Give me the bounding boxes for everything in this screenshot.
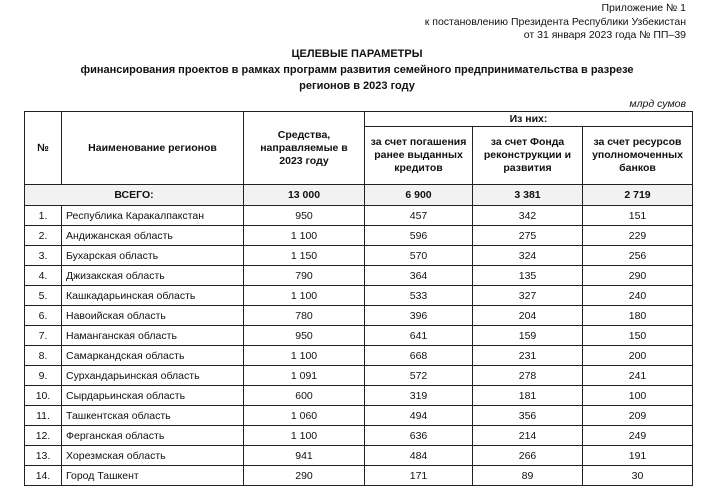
total-repay: 6 900 [365, 185, 473, 206]
row-funds: 950 [244, 326, 365, 346]
header-num: № [25, 112, 62, 185]
row-funds: 600 [244, 386, 365, 406]
table-row [25, 426, 693, 446]
table-row [25, 346, 693, 366]
row-repay: 364 [365, 266, 473, 286]
row-repay: 494 [365, 406, 473, 426]
header-banks: за счет ресурсов уполномоченных банков [583, 127, 693, 185]
table-row [25, 466, 693, 486]
row-funds: 1 100 [244, 286, 365, 306]
appendix-line-3: от 31 января 2023 года № ПП–39 [523, 29, 686, 42]
row-funds: 290 [244, 466, 365, 486]
row-funds: 780 [244, 306, 365, 326]
row-banks: 290 [583, 266, 693, 286]
total-funds: 13 000 [244, 185, 365, 206]
table-row [25, 206, 693, 226]
header-group: Из них: [365, 112, 693, 127]
row-region: Навоийская область [62, 306, 244, 326]
row-num: 7. [25, 326, 62, 346]
row-region: Сурхандарьинская область [62, 366, 244, 386]
table-row [25, 406, 693, 426]
row-region: Город Ташкент [62, 466, 244, 486]
row-num: 12. [25, 426, 62, 446]
table-row [25, 386, 693, 406]
document-subtitle-line-1: финансирования проектов в рамках программ развития семейного предпринимательства в разрезе [80, 64, 634, 76]
row-repay: 570 [365, 246, 473, 266]
row-funds: 950 [244, 206, 365, 226]
row-funds: 1 100 [244, 426, 365, 446]
row-fund: 327 [473, 286, 583, 306]
row-num: 8. [25, 346, 62, 366]
total-label: ВСЕГО: [25, 185, 244, 206]
row-num: 11. [25, 406, 62, 426]
row-fund: 214 [473, 426, 583, 446]
row-fund: 159 [473, 326, 583, 346]
row-repay: 572 [365, 366, 473, 386]
row-repay: 533 [365, 286, 473, 306]
total-row [25, 185, 693, 206]
row-repay: 636 [365, 426, 473, 446]
row-banks: 150 [583, 326, 693, 346]
row-funds: 1 100 [244, 346, 365, 366]
row-region: Сырдарьинская область [62, 386, 244, 406]
row-banks: 240 [583, 286, 693, 306]
unit-label: млрд сумов [629, 98, 686, 110]
row-num: 1. [25, 206, 62, 226]
row-fund: 135 [473, 266, 583, 286]
row-fund: 204 [473, 306, 583, 326]
row-fund: 278 [473, 366, 583, 386]
row-funds: 1 091 [244, 366, 365, 386]
row-funds: 1 150 [244, 246, 365, 266]
row-region: Самаркандская область [62, 346, 244, 366]
row-banks: 180 [583, 306, 693, 326]
row-repay: 596 [365, 226, 473, 246]
row-repay: 484 [365, 446, 473, 466]
header-region: Наименование регионов [62, 112, 244, 185]
row-fund: 356 [473, 406, 583, 426]
document-subtitle-line-2: регионов в 2023 году [299, 80, 415, 92]
table-row [25, 246, 693, 266]
row-funds: 790 [244, 266, 365, 286]
row-banks: 256 [583, 246, 693, 266]
header-funds: Средства, направляемые в 2023 году [244, 112, 365, 185]
row-num: 4. [25, 266, 62, 286]
row-funds: 941 [244, 446, 365, 466]
row-region: Ташкентская область [62, 406, 244, 426]
appendix-line-2: к постановлению Президента Республики Узбекистан [424, 15, 686, 28]
row-banks: 191 [583, 446, 693, 466]
row-num: 9. [25, 366, 62, 386]
row-repay: 396 [365, 306, 473, 326]
table-row [25, 226, 693, 246]
row-region: Джизакская область [62, 266, 244, 286]
row-banks: 100 [583, 386, 693, 406]
row-num: 5. [25, 286, 62, 306]
row-fund: 231 [473, 346, 583, 366]
row-funds: 1 060 [244, 406, 365, 426]
row-repay: 319 [365, 386, 473, 406]
row-num: 13. [25, 446, 62, 466]
row-banks: 209 [583, 406, 693, 426]
table-row [25, 446, 693, 466]
row-fund: 324 [473, 246, 583, 266]
header-fund: за счет Фонда реконструкции и развития [473, 127, 583, 185]
row-banks: 200 [583, 346, 693, 366]
row-region: Наманганская область [62, 326, 244, 346]
total-fund: 3 381 [473, 185, 583, 206]
target-parameters-table [24, 111, 693, 486]
row-repay: 171 [365, 466, 473, 486]
appendix-block [425, 2, 686, 43]
row-region: Андижанская область [62, 226, 244, 246]
row-region: Ферганская область [62, 426, 244, 446]
appendix-line-1: Приложение № 1 [601, 2, 686, 14]
row-region: Бухарская область [62, 246, 244, 266]
row-banks: 151 [583, 206, 693, 226]
row-banks: 241 [583, 366, 693, 386]
row-banks: 249 [583, 426, 693, 446]
row-repay: 641 [365, 326, 473, 346]
row-num: 2. [25, 226, 62, 246]
row-region: Хорезмская область [62, 446, 244, 466]
header-row-1 [25, 112, 693, 127]
total-banks: 2 719 [583, 185, 693, 206]
row-num: 6. [25, 306, 62, 326]
table-row [25, 286, 693, 306]
table-row [25, 326, 693, 346]
row-fund: 266 [473, 446, 583, 466]
header-repay: за счет погашения ранее выданных кредитов [365, 127, 473, 185]
row-banks: 229 [583, 226, 693, 246]
row-repay: 457 [365, 206, 473, 226]
row-fund: 181 [473, 386, 583, 406]
row-num: 10. [25, 386, 62, 406]
row-fund: 342 [473, 206, 583, 226]
table-row [25, 366, 693, 386]
table-row [25, 266, 693, 286]
row-region: Кашкадарьинская область [62, 286, 244, 306]
row-fund: 89 [473, 466, 583, 486]
row-funds: 1 100 [244, 226, 365, 246]
row-repay: 668 [365, 346, 473, 366]
row-num: 14. [25, 466, 62, 486]
row-region: Республика Каракалпакстан [62, 206, 244, 226]
table-row [25, 306, 693, 326]
row-banks: 30 [583, 466, 693, 486]
document-title: ЦЕЛЕВЫЕ ПАРАМЕТРЫ [291, 48, 423, 60]
row-num: 3. [25, 246, 62, 266]
row-fund: 275 [473, 226, 583, 246]
